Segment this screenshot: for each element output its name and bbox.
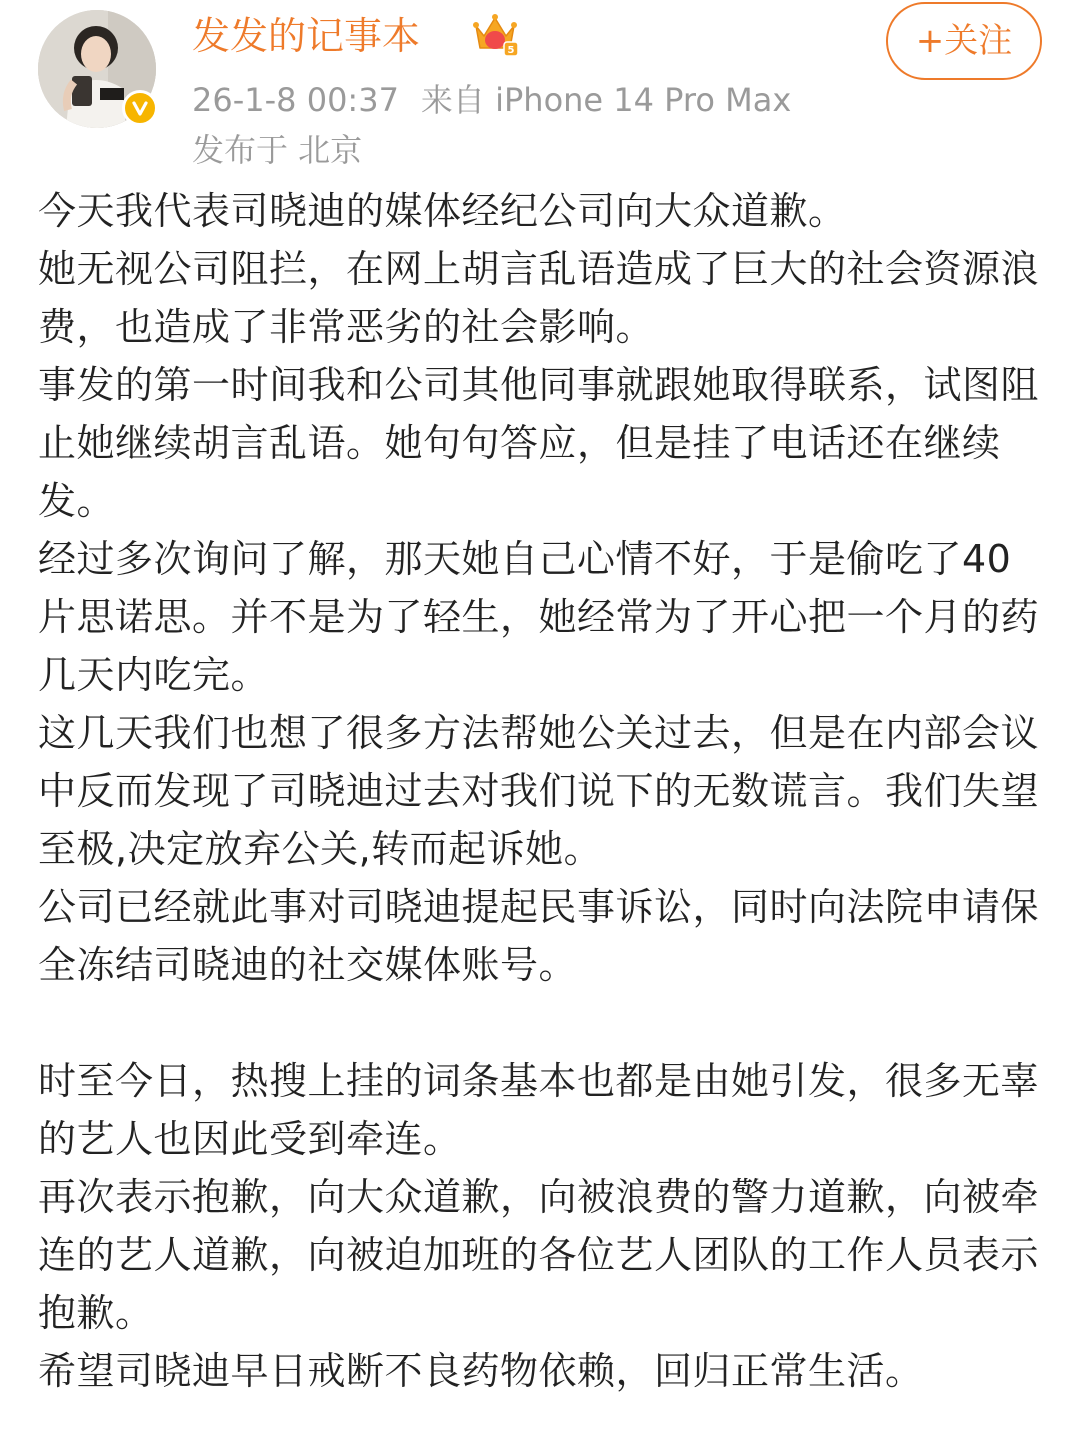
post-paragraph: 今天我代表司晓迪的媒体经纪公司向大众道歉。	[38, 189, 847, 233]
post-paragraph: 经过多次询问了解，那天她自己心情不好，于是偷吃了40片思诺思。并不是为了轻生，她经常为了开心把一个月的药几天内吃完。	[38, 537, 1040, 697]
post-header	[0, 0, 1079, 185]
post-meta	[192, 78, 791, 122]
post-paragraph: 时至今日，热搜上挂的词条基本也都是由她引发，很多无辜的艺人也因此受到牵连。	[38, 1059, 1040, 1161]
post-paragraph: 她无视公司阻拦，在网上胡言乱语造成了巨大的社会资源浪费，也造成了非常恶劣的社会影响。	[38, 247, 1040, 349]
author-name[interactable]: 发发的记事本	[192, 14, 421, 58]
svg-text:5: 5	[507, 45, 515, 56]
verified-icon	[122, 90, 158, 126]
crown-icon[interactable]	[470, 12, 520, 60]
post-paragraph: 希望司晓迪早日戒断不良药物依赖，回归正常生活。	[38, 1349, 924, 1393]
post-body	[38, 182, 1048, 1400]
follow-button[interactable]: +关注	[886, 2, 1042, 80]
post-paragraph: 事发的第一时间我和公司其他同事就跟她取得联系，试图阻止她继续胡言乱语。她句句答应，但是挂了电话还在继续发。	[38, 363, 1040, 523]
post-timestamp: 26-1-8 00:37	[192, 81, 399, 119]
avatar[interactable]	[38, 10, 156, 128]
post-paragraph: 这几天我们也想了很多方法帮她公关过去，但是在内部会议中反而发现了司晓迪过去对我们说下的无数谎言。我们失望至极,决定放弃公关,转而起诉她。	[38, 711, 1040, 871]
post-location: 发布于 北京	[192, 131, 363, 169]
post-paragraph: 公司已经就此事对司晓迪提起民事诉讼，同时向法院申请保全冻结司晓迪的社交媒体账号。	[38, 885, 1040, 987]
post-paragraph: 再次表示抱歉，向大众道歉，向被浪费的警力道歉，向被牵连的艺人道歉，向被迫加班的各位艺人团队的工作人员表示抱歉。	[38, 1175, 1040, 1335]
paragraph-spacer	[38, 994, 1048, 1052]
post-source: 来自 iPhone 14 Pro Max	[420, 81, 792, 119]
